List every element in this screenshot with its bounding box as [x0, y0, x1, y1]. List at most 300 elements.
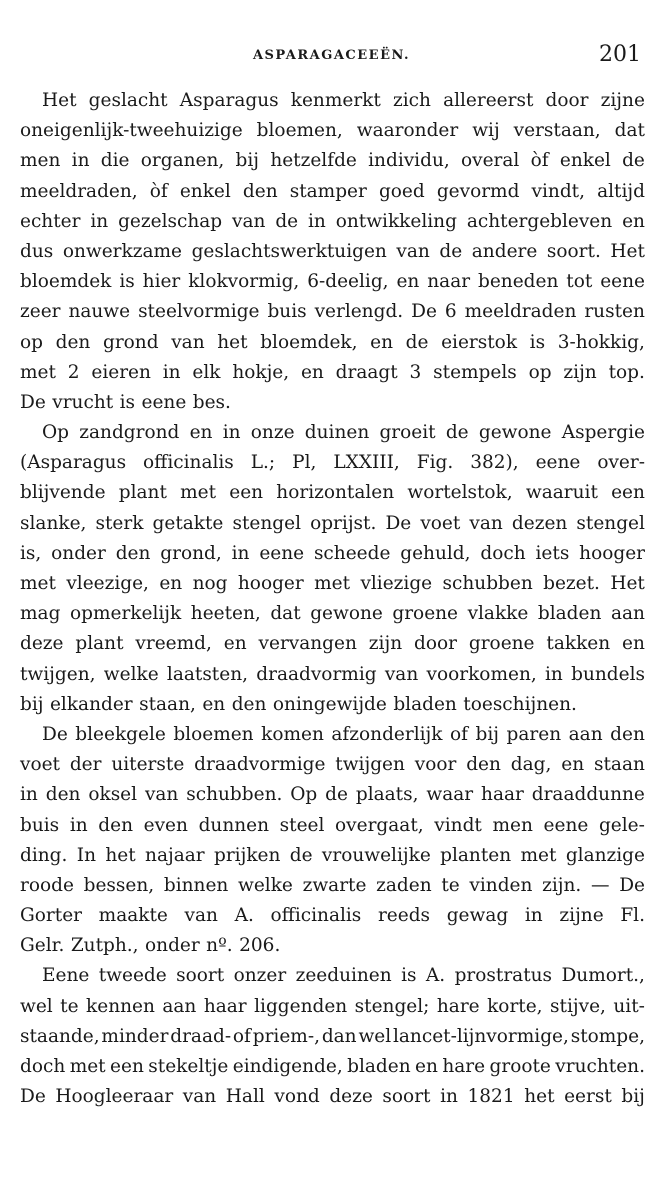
word: gehuld,: [400, 542, 471, 564]
word: zeeduinen: [295, 965, 392, 987]
word: òf: [149, 180, 168, 202]
word: vlakke: [467, 603, 529, 625]
word: gezelschap: [118, 210, 223, 232]
word: vleezige,: [66, 573, 149, 594]
word: individu,: [368, 150, 450, 172]
word: aan: [162, 995, 197, 1017]
word: soort: [382, 1086, 431, 1108]
word: in: [545, 663, 563, 685]
word: In: [76, 844, 96, 866]
word: prostratus: [454, 965, 553, 987]
word: in: [231, 542, 250, 564]
text-line: [20, 690, 645, 720]
word: van: [182, 1086, 217, 1108]
word: horizontalen: [276, 482, 395, 504]
word: enkel: [559, 150, 611, 172]
word: officinalis: [270, 905, 362, 927]
word: in: [90, 210, 109, 232]
word: doch: [20, 1056, 66, 1077]
word: in: [308, 210, 326, 232]
word: haar: [481, 784, 524, 806]
word: voet: [420, 512, 461, 534]
text-line: [20, 599, 645, 629]
text-line: [20, 267, 645, 297]
word: De: [42, 723, 68, 745]
word: slanke,: [20, 512, 87, 534]
word: aan: [568, 723, 603, 745]
word: (Asparagus: [20, 452, 127, 474]
word: uit-: [613, 995, 645, 1017]
word: groote: [489, 1056, 551, 1077]
word: Asparagus: [179, 90, 279, 111]
word: de: [439, 240, 463, 262]
word: hetzelfde: [270, 150, 357, 172]
word: van: [232, 210, 266, 232]
text-line: [20, 720, 645, 750]
text-line: [20, 1022, 645, 1052]
word: doch: [480, 542, 526, 564]
word: deze: [329, 1086, 373, 1108]
word: allereerst: [443, 90, 534, 111]
word: bundels: [571, 663, 645, 685]
word: in: [524, 905, 543, 927]
word: Op: [42, 422, 70, 444]
word: voet: [20, 754, 60, 776]
word: draaddunne: [531, 784, 645, 806]
word: reeds: [377, 905, 431, 927]
word: staande,: [20, 1025, 100, 1047]
word: officinalis: [143, 452, 234, 474]
word: onder: [145, 935, 200, 957]
word: in: [162, 361, 181, 383]
word: oningewijde: [272, 693, 387, 715]
word: dat: [270, 603, 301, 625]
word: in: [222, 422, 241, 444]
word: overal: [461, 150, 520, 172]
word: staan,: [139, 693, 196, 715]
word: Op: [290, 784, 318, 806]
word: zandgrond: [79, 422, 180, 444]
word: de: [275, 210, 299, 232]
word: elkander: [49, 693, 133, 715]
word: nog: [192, 573, 228, 594]
word: De: [385, 512, 412, 534]
word: stijve,: [550, 995, 606, 1017]
word: zijne: [559, 905, 604, 927]
word: zeer: [20, 301, 61, 323]
word: scheede: [313, 542, 391, 564]
word: goed: [378, 180, 425, 202]
word: der: [69, 754, 102, 776]
text-line: [20, 1052, 645, 1082]
text-line: [20, 569, 645, 599]
word: en: [159, 573, 183, 594]
text-line: [20, 901, 645, 931]
word: door: [414, 633, 457, 655]
word: die: [100, 150, 130, 172]
word: men: [20, 150, 61, 172]
word: soort.: [546, 240, 601, 262]
text-line: [20, 841, 645, 871]
word: onder: [51, 542, 106, 564]
text-line: [20, 509, 645, 539]
word: van: [384, 663, 419, 685]
word: bleekgele: [75, 723, 166, 745]
word: zaden: [376, 874, 432, 896]
word: bezet.: [543, 573, 600, 594]
text-line: [20, 539, 645, 569]
word: geslachtswerktuigen: [191, 240, 387, 262]
word: en: [622, 633, 645, 655]
word: uiterste: [111, 754, 185, 776]
word: en: [370, 331, 394, 353]
word: 382),: [470, 452, 519, 474]
word: òf: [530, 150, 549, 172]
word: Hall: [225, 1086, 265, 1108]
word: onwerkzame: [62, 240, 183, 262]
word: van: [171, 331, 205, 353]
word: dan: [321, 1025, 357, 1047]
word: en: [300, 361, 324, 383]
word: blijvende: [20, 482, 106, 504]
word: wortelstok,: [407, 482, 513, 504]
word: Pl,: [292, 452, 317, 474]
word: stempels: [433, 361, 517, 383]
word: getakte: [152, 512, 224, 534]
word: welke: [103, 663, 159, 685]
word: 6-deelig,: [307, 271, 389, 293]
word: in: [20, 784, 38, 806]
word: vervangen: [258, 633, 357, 655]
word: Aspergie: [561, 422, 645, 444]
word: Het: [610, 573, 645, 594]
word: bij: [475, 723, 500, 745]
word: planten: [440, 844, 512, 866]
text-line: [20, 146, 645, 176]
word: beneden: [478, 271, 559, 293]
word: met: [314, 573, 351, 594]
word: de: [622, 150, 645, 172]
word: mag: [20, 603, 61, 625]
word: Hoogleeraar: [55, 1086, 174, 1108]
word: geslacht: [88, 90, 168, 111]
word: Gelr.: [20, 935, 65, 957]
word: op: [528, 361, 552, 383]
word: buis: [20, 814, 60, 836]
word: stompe,: [570, 1025, 645, 1047]
word: schubben: [442, 573, 533, 594]
word: naar: [427, 271, 471, 293]
word: gewag: [446, 905, 509, 927]
word: hare: [436, 995, 480, 1017]
word: waaruit: [525, 482, 598, 504]
word: de: [405, 331, 429, 353]
word: een: [229, 482, 264, 504]
word: eene: [600, 271, 645, 293]
word: met: [180, 482, 217, 504]
body-text: [20, 86, 645, 1112]
word: rusten: [584, 301, 645, 323]
word: aan: [610, 603, 645, 625]
word: oprijst.: [310, 512, 377, 534]
word: vindt: [434, 814, 482, 836]
word: wel: [20, 995, 53, 1017]
word: 206.: [239, 935, 281, 957]
text-line: [20, 750, 645, 780]
word: en: [622, 210, 645, 232]
word: den: [55, 331, 91, 353]
word: meeldraden: [464, 301, 577, 323]
word: hokje,: [232, 361, 290, 383]
word: grond: [102, 331, 159, 353]
word: achtergebleven: [466, 210, 613, 232]
word: wel: [358, 1025, 392, 1047]
word: met: [20, 361, 56, 383]
word: gele-: [598, 814, 645, 836]
word: zijn.: [542, 874, 582, 896]
word: nº.: [206, 935, 233, 957]
word: dus: [20, 240, 54, 262]
word: van: [144, 784, 179, 806]
word: eierstok: [441, 331, 518, 353]
word: den: [45, 784, 81, 806]
word: onzer: [233, 965, 287, 987]
word: door: [545, 90, 589, 111]
word: lancet-lijnvormige,: [392, 1025, 569, 1047]
word: roode: [20, 874, 74, 896]
word: en: [202, 693, 226, 715]
text-line: [20, 177, 645, 207]
word: vliezige: [360, 573, 433, 594]
word: draagt: [335, 361, 398, 383]
text-line: [20, 86, 645, 116]
word: —: [591, 874, 610, 896]
word: De: [20, 1086, 46, 1108]
word: Het: [610, 240, 645, 262]
word: vrucht: [52, 391, 114, 413]
word: den: [115, 542, 151, 564]
word: bloemdek,: [260, 331, 358, 353]
text-line: [20, 207, 645, 237]
word: prijken: [213, 844, 281, 866]
word: van: [469, 512, 503, 534]
text-line: [20, 992, 645, 1022]
word: stengel: [576, 512, 645, 534]
word: 3-hokkig,: [557, 331, 645, 353]
word: in: [71, 150, 90, 172]
word: zijn: [563, 361, 597, 383]
word: zwarte: [302, 874, 367, 896]
word: 6: [444, 301, 457, 323]
word: binnen: [163, 874, 229, 896]
word: haar: [203, 995, 247, 1017]
word: opmerkelijk: [69, 603, 182, 625]
word: nauwe: [68, 301, 131, 323]
word: overgaat,: [335, 814, 424, 836]
word: een: [110, 1056, 144, 1077]
word: iets: [535, 542, 570, 564]
word: is: [119, 271, 135, 293]
page-number: 201: [599, 42, 641, 67]
word: Gorter: [20, 905, 82, 927]
text-line: [20, 116, 645, 146]
word: gewone: [310, 603, 383, 625]
word: met: [520, 844, 557, 866]
word: enkel: [179, 180, 231, 202]
word: is,: [20, 542, 42, 564]
word: zijne: [600, 90, 645, 111]
word: eene: [259, 542, 305, 564]
word: of: [232, 1025, 251, 1047]
word: top.: [608, 361, 645, 383]
word: het: [217, 331, 248, 353]
word: organen,: [140, 150, 225, 172]
word: Fig.: [416, 452, 454, 474]
word: altijd: [597, 180, 645, 202]
text-line: [20, 811, 645, 841]
word: 2: [67, 361, 80, 383]
word: den: [466, 754, 501, 776]
word: te: [60, 995, 79, 1017]
word: bladen: [537, 603, 602, 625]
word: eene: [543, 814, 589, 836]
word: Zutph.,: [70, 935, 139, 957]
word: eieren: [91, 361, 151, 383]
word: draadvormig: [256, 663, 377, 685]
word: A.: [234, 905, 254, 927]
word: oksel: [88, 784, 138, 806]
word: paren: [506, 723, 562, 745]
word: bloemen,: [256, 120, 343, 142]
word: het: [524, 1086, 555, 1108]
word: en: [415, 1056, 438, 1077]
word: kennen: [86, 995, 155, 1017]
word: of: [450, 723, 469, 745]
text-line: [20, 448, 645, 478]
word: ontwikkeling: [335, 210, 457, 232]
word: oneigenlijk-tweehuizige: [20, 120, 243, 142]
word: meeldraden,: [20, 180, 138, 202]
word: echter: [20, 210, 81, 232]
word: twijgen,: [20, 663, 96, 685]
word: elk: [192, 361, 221, 383]
word: bij: [621, 1086, 645, 1108]
word: Fl.: [620, 905, 645, 927]
word: bes.: [192, 391, 231, 413]
word: den: [242, 180, 278, 202]
word: vruchten.: [555, 1056, 645, 1077]
word: en: [561, 754, 585, 776]
word: te: [441, 874, 460, 896]
word: den: [231, 693, 267, 715]
text-line: [20, 1082, 645, 1112]
word: laatsten,: [166, 663, 248, 685]
word: de: [445, 422, 469, 444]
word: heeten,: [190, 603, 261, 625]
word: dag,: [510, 754, 552, 776]
word: plant: [75, 633, 124, 655]
word: even: [143, 814, 188, 836]
word: bladen: [393, 693, 457, 715]
word: waaronder: [356, 120, 459, 142]
running-head: [22, 42, 641, 72]
word: stekeltje: [148, 1056, 229, 1077]
text-line: [20, 660, 645, 690]
word: wij: [472, 120, 500, 142]
word: minder: [101, 1025, 169, 1047]
word: 1821: [467, 1086, 515, 1108]
word: stengel;: [354, 995, 430, 1017]
running-title: ASPARAGACEEËN.: [252, 48, 411, 63]
word: De: [20, 391, 46, 413]
word: van: [184, 905, 218, 927]
text-line: [20, 629, 645, 659]
word: vinden: [469, 874, 533, 896]
word: gevormd: [436, 180, 520, 202]
text-line: [20, 328, 645, 358]
word: De: [619, 874, 645, 896]
word: is: [529, 331, 546, 353]
word: plaats,: [355, 784, 419, 806]
word: den: [610, 723, 645, 745]
word: steelvormige: [138, 301, 260, 323]
word: ding.: [20, 844, 68, 866]
word: sterk: [95, 512, 144, 534]
word: met: [69, 1056, 106, 1077]
word: Het: [42, 90, 77, 111]
word: hare: [442, 1056, 486, 1077]
word: schubben.: [186, 784, 283, 806]
word: L.;: [250, 452, 276, 474]
word: afzonderlijk: [331, 723, 443, 745]
word: A.: [425, 965, 446, 987]
word: vreemd,: [135, 633, 212, 655]
word: steel: [279, 814, 325, 836]
word: vindt,: [531, 180, 585, 202]
word: korte,: [487, 995, 543, 1017]
word: onze: [250, 422, 295, 444]
word: plant: [118, 482, 167, 504]
word: welke: [238, 874, 293, 896]
word: verlengd.: [314, 301, 404, 323]
word: twijgen: [335, 754, 405, 776]
text-line: [20, 418, 645, 448]
word: maakte: [98, 905, 168, 927]
word: eindigende,: [232, 1056, 343, 1077]
word: toeschijnen.: [463, 693, 577, 715]
text-line: [20, 388, 645, 418]
word: hooger: [579, 542, 645, 564]
word: eerst: [564, 1086, 612, 1108]
word: najaar: [145, 844, 205, 866]
text-line: [20, 358, 645, 388]
word: groeit: [379, 422, 436, 444]
word: buis: [267, 301, 307, 323]
word: groene: [468, 633, 535, 655]
word: de: [289, 844, 313, 866]
word: tot: [566, 271, 593, 293]
word: stengel: [232, 512, 301, 534]
word: soort: [176, 965, 225, 987]
word: eene: [141, 391, 187, 413]
word: in: [69, 814, 88, 836]
word: 3: [409, 361, 422, 383]
word: De: [411, 301, 437, 323]
word: hooger: [237, 573, 304, 594]
text-line: [20, 297, 645, 327]
word: en: [223, 633, 247, 655]
word: komen: [261, 723, 324, 745]
